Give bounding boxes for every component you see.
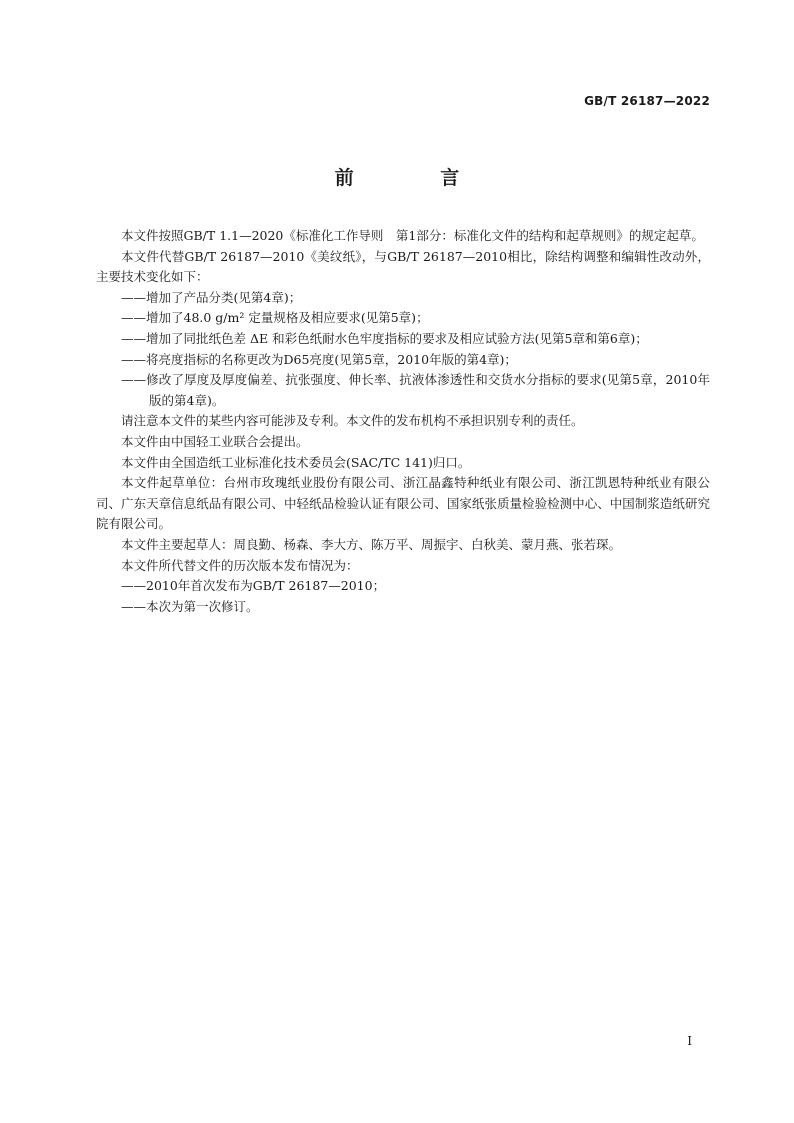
list-item-change: ——修改了厚度及厚度偏差、抗张强度、伸长率、抗液体渗透性和交货水分指标的要求(见第5章，2010年版的第4章)。 [121,372,710,408]
list-item-change: ——增加了48.0 g/m² 定量规格及相应要求(见第5章)； [121,310,429,326]
list-item-change: ——增加了同批纸色差 ΔE 和彩色纸耐水色牢度指标的要求及相应试验方法(见第5章和第6章)； [121,330,648,346]
paragraph-drafting-organizations: 本文件起草单位：台州市玫瑰纸业股份有限公司、浙江晶鑫特种纸业有限公司、浙江凯恩特种纸业有限公司、广东天章信息纸品有限公司、中轻纸品检验认证有限公司、国家纸张质量检验检测中心、中国制浆造纸研究院有限公司。 [96,475,710,532]
paragraph-history-intro: 本文件所代替文件的历次版本发布情况为： [121,557,359,573]
paragraph-drafters: 本文件主要起草人：周良勤、杨森、李大方、陈万平、周振宇、白秋美、蒙月燕、张若琛。 [121,536,622,552]
page-title: 前 言 [334,167,500,189]
paragraph-replaces: 本文件代替GB/T 26187—2010《美纹纸》，与GB/T 26187—2010相比，除结构调整和编辑性改动外，主要技术变化如下： [96,248,710,285]
list-item-change: ——增加了产品分类(见第4章)； [121,289,302,305]
paragraph-drafting-rules: 本文件按照GB/T 1.1—2020《标准化工作导则 第1部分：标准化文件的结构和起草规则》的规定起草。 [121,228,704,243]
list-item-change: ——将亮度指标的名称更改为D65亮度(见第5章，2010年版的第4章)； [121,351,517,367]
paragraph-proposed-by: 本文件由中国轻工业联合会提出。 [121,433,309,449]
standard-code: GB/T 26187—2022 [584,94,710,108]
paragraph-patent-notice: 请注意本文件的某些内容可能涉及专利。本文件的发布机构不承担识别专利的责任。 [121,413,584,429]
page-number: I [687,1034,692,1048]
paragraph-administered-by: 本文件由全国造纸工业标准化技术委员会(SAC/TC 141)归口。 [121,454,471,470]
foreword-body [96,226,710,617]
list-item-history: ——2010年首次发布为GB/T 26187—2010； [121,578,386,594]
list-item-history: ——本次为第一次修订。 [121,598,259,614]
